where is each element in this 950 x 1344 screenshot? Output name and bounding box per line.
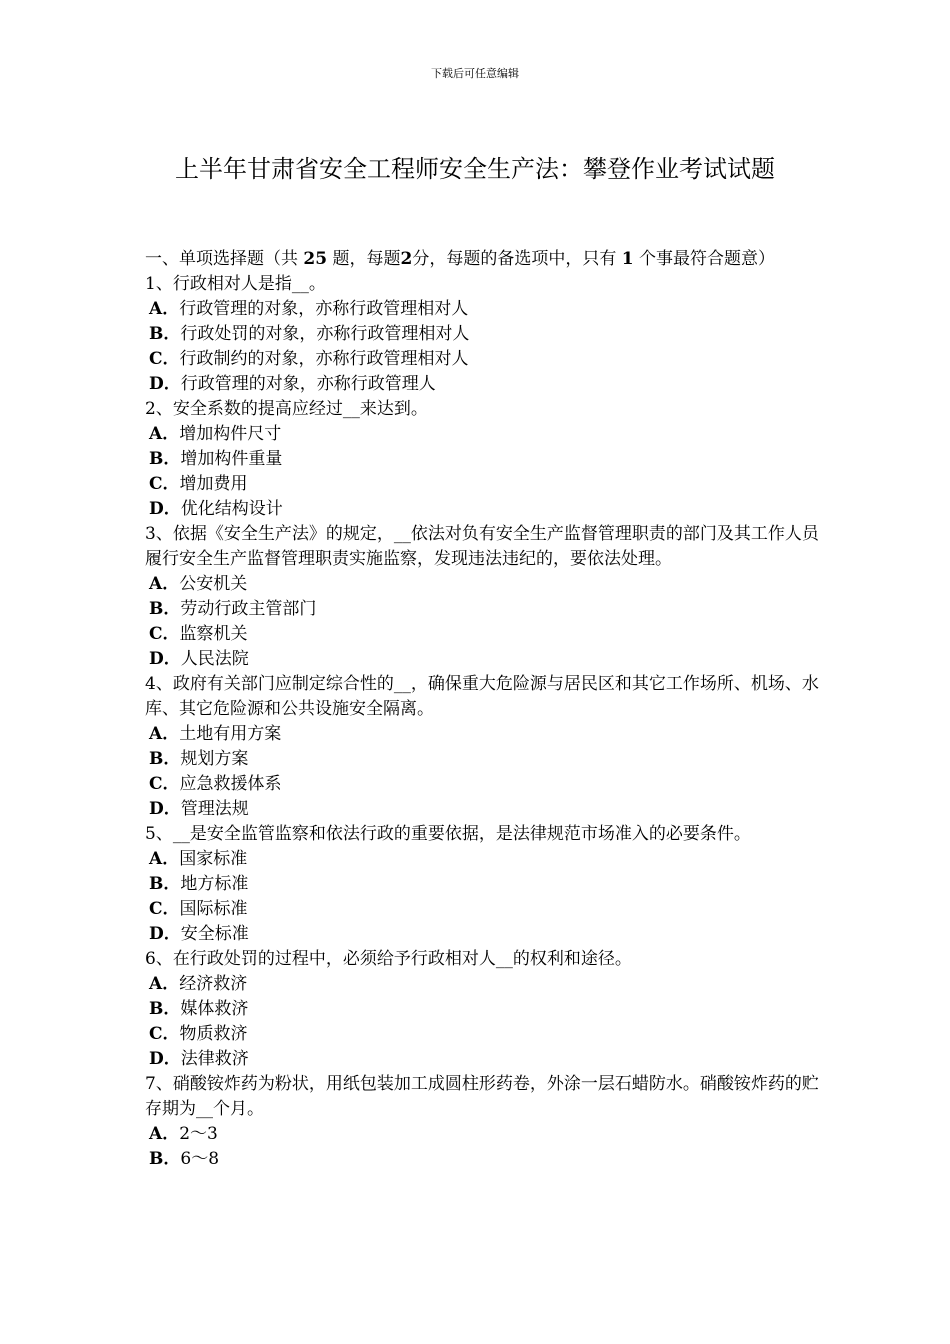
answer-option — [145, 647, 825, 672]
option-letter: B． — [149, 999, 181, 1019]
answer-option — [145, 472, 825, 497]
question-stem: 7、硝酸铵炸药为粉状，用纸包装加工成圆柱形药卷，外涂一层石蜡防水。硝酸铵炸药的贮存期为__个月。 — [145, 1074, 819, 1119]
option-text: 增加构件尺寸 — [179, 424, 282, 444]
answer-option — [145, 597, 825, 622]
section-mid2: 分，每题的备选项中，只有 — [412, 249, 617, 269]
option-text: 安全标准 — [180, 924, 249, 944]
answer-option — [145, 322, 825, 347]
option-text: 媒体救济 — [180, 999, 249, 1019]
option-letter: C． — [149, 349, 180, 369]
option-letter: D． — [149, 499, 181, 519]
question-stem: 2、安全系数的提高应经过__来达到。 — [145, 399, 428, 419]
option-text: 人民法院 — [180, 649, 249, 669]
answer-option — [145, 1047, 825, 1072]
option-letter: B． — [149, 1149, 181, 1169]
option-letter: C． — [149, 1024, 180, 1044]
option-letter: A． — [149, 974, 180, 994]
section-suffix: 个事最符合题意） — [638, 249, 775, 269]
option-letter: D． — [149, 649, 181, 669]
option-text: 物质救济 — [179, 1024, 248, 1044]
option-text: 管理法规 — [180, 799, 249, 819]
option-letter: C． — [149, 774, 180, 794]
answer-option — [145, 797, 825, 822]
question-stem: 5、__是安全监管监察和依法行政的重要依据，是法律规范市场准入的必要条件。 — [145, 824, 751, 844]
section-heading — [145, 247, 825, 272]
option-letter: B． — [149, 449, 181, 469]
option-text: 行政制约的对象，亦称行政管理相对人 — [179, 349, 469, 369]
answer-count: 1 — [621, 249, 634, 269]
answer-option — [145, 997, 825, 1022]
option-text: 监察机关 — [179, 624, 248, 644]
option-text: 地方标准 — [180, 874, 249, 894]
option-letter: C． — [149, 899, 180, 919]
option-text: 国家标准 — [179, 849, 248, 869]
answer-option — [145, 422, 825, 447]
answer-option — [145, 572, 825, 597]
answer-option — [145, 747, 825, 772]
answer-option — [145, 497, 825, 522]
page-header: 下载后可任意编辑 — [431, 67, 519, 80]
answer-option — [145, 622, 825, 647]
answer-option — [145, 372, 825, 397]
option-text: 应急救援体系 — [179, 774, 282, 794]
page-title: 上半年甘肃省安全工程师安全生产法：攀登作业考试试题 — [175, 155, 775, 183]
answer-option — [145, 447, 825, 472]
option-letter: A． — [149, 1124, 180, 1144]
option-text: 2～3 — [179, 1124, 218, 1144]
option-text: 公安机关 — [179, 574, 248, 594]
option-text: 6～8 — [180, 1149, 220, 1169]
option-letter: A． — [149, 424, 180, 444]
question-stem: 4、政府有关部门应制定综合性的__，确保重大危险源与居民区和其它工作场所、机场、水库、其它危险源和公共设施安全隔离。 — [145, 674, 819, 719]
answer-option — [145, 347, 825, 372]
option-text: 优化结构设计 — [180, 499, 283, 519]
option-letter: A． — [149, 299, 180, 319]
option-text: 行政管理的对象，亦称行政管理人 — [180, 374, 436, 394]
option-text: 劳动行政主管部门 — [180, 599, 317, 619]
answer-option — [145, 772, 825, 797]
option-text: 法律救济 — [180, 1049, 249, 1069]
option-text: 国际标准 — [179, 899, 248, 919]
question-list — [145, 272, 825, 1172]
section-prefix: 一、单项选择题（共 — [145, 249, 298, 269]
option-letter: A． — [149, 574, 180, 594]
document-body — [145, 247, 825, 1172]
option-text: 行政处罚的对象，亦称行政管理相对人 — [180, 324, 470, 344]
option-text: 经济救济 — [179, 974, 248, 994]
option-letter: B． — [149, 749, 181, 769]
option-text: 规划方案 — [180, 749, 249, 769]
option-text: 增加费用 — [179, 474, 248, 494]
question-count: 25 — [303, 249, 328, 269]
answer-option — [145, 297, 825, 322]
section-mid1: 题，每题 — [332, 249, 401, 269]
option-letter: A． — [149, 849, 180, 869]
option-letter: D． — [149, 799, 181, 819]
answer-option — [145, 1147, 825, 1172]
answer-option — [145, 1122, 825, 1147]
option-text: 土地有用方案 — [179, 724, 282, 744]
question-stem: 3、依据《安全生产法》的规定，__依法对负有安全生产监督管理职责的部门及其工作人员履行安全生产监督管理职责实施监察，发现违法违纪的，要依法处理。 — [145, 524, 819, 569]
option-letter: D． — [149, 1049, 181, 1069]
option-letter: A． — [149, 724, 180, 744]
option-letter: C． — [149, 624, 180, 644]
answer-option — [145, 922, 825, 947]
option-letter: B． — [149, 324, 181, 344]
answer-option — [145, 1022, 825, 1047]
question-stem: 6、在行政处罚的过程中，必须给予行政相对人__的权利和途径。 — [145, 949, 632, 969]
answer-option — [145, 897, 825, 922]
option-letter: B． — [149, 874, 181, 894]
option-letter: B． — [149, 599, 181, 619]
option-letter: C． — [149, 474, 180, 494]
answer-option — [145, 872, 825, 897]
option-text: 行政管理的对象，亦称行政管理相对人 — [179, 299, 469, 319]
answer-option — [145, 847, 825, 872]
option-text: 增加构件重量 — [180, 449, 283, 469]
answer-option — [145, 972, 825, 997]
option-letter: D． — [149, 924, 181, 944]
answer-option — [145, 722, 825, 747]
question-stem: 1、行政相对人是指__。 — [145, 274, 326, 294]
option-letter: D． — [149, 374, 181, 394]
question-score: 2 — [400, 249, 413, 269]
